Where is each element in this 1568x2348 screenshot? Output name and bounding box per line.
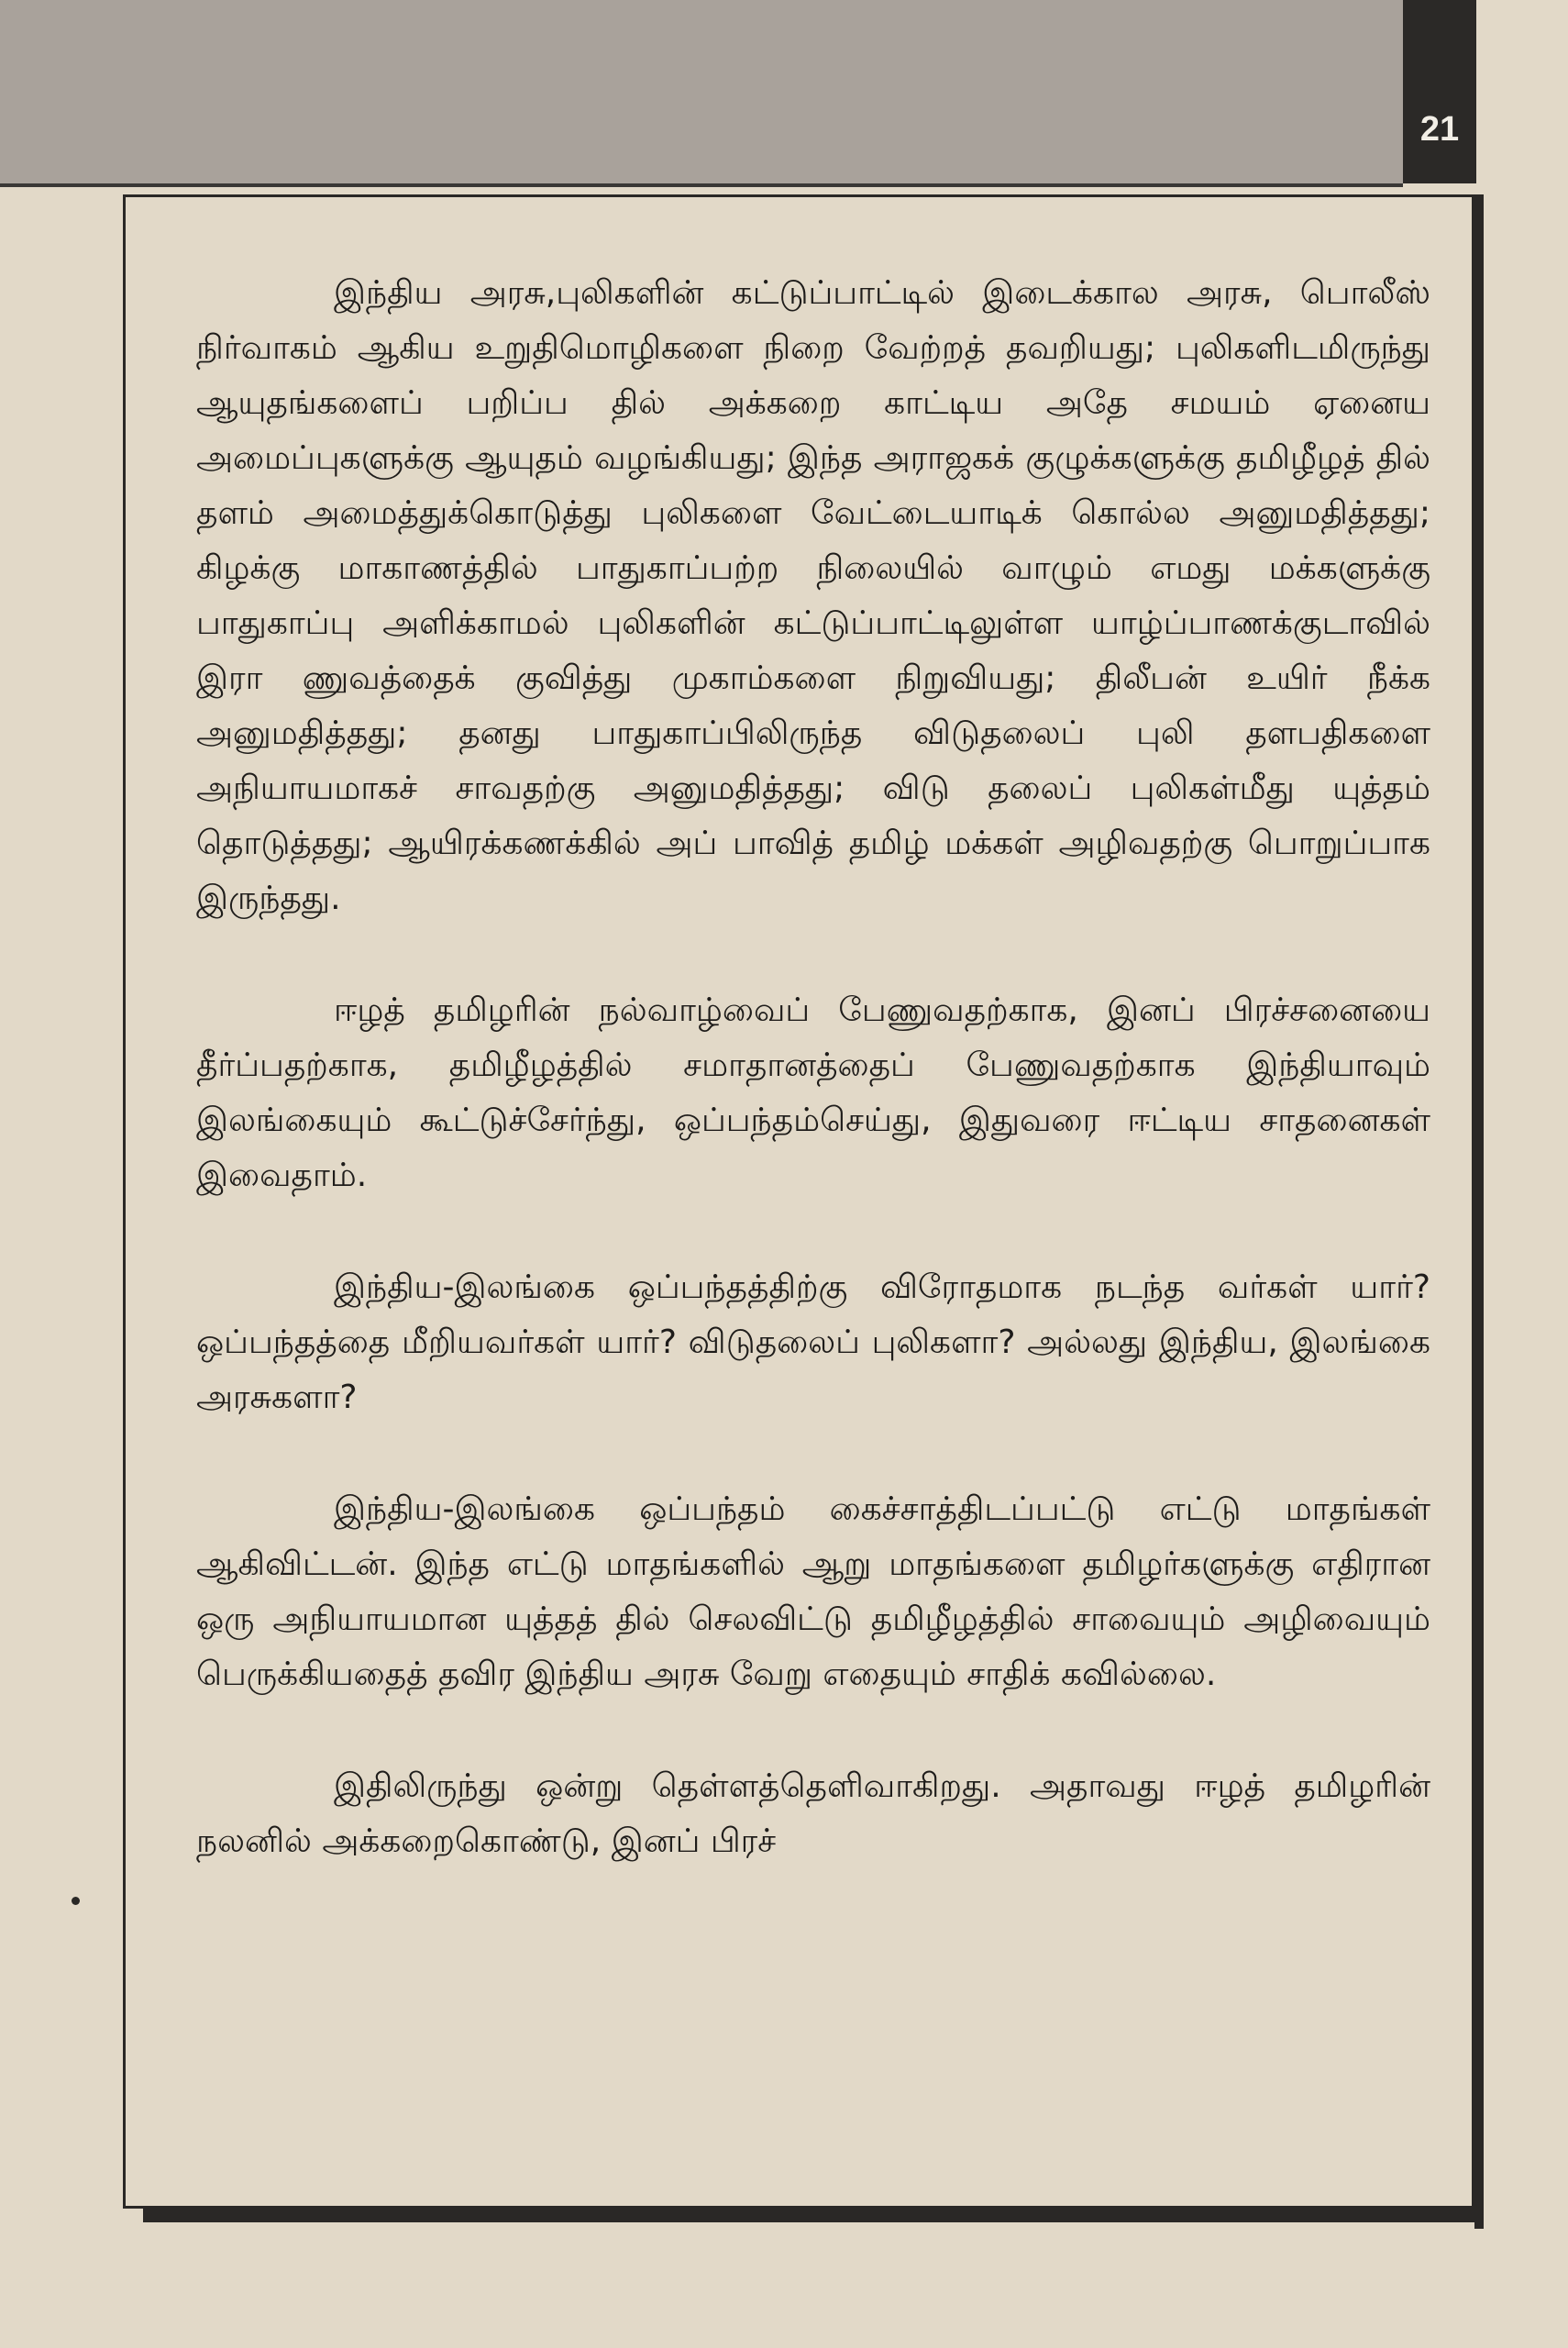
paragraph: இதிலிருந்து ஒன்று தெள்ளத்தெளிவாகிறது. அதாவது ஈழத் தமிழரின் நலனில் அக்கறைகொண்டு, இனப் பிரச் (196, 1767, 1430, 1860)
box-right-shadow (1474, 194, 1484, 2229)
paragraph: இந்திய அரசு,புலிகளின் கட்டுப்பாட்டில் இடைக்கால அரசு, பொலீஸ் நிர்வாகம் ஆகிய உறுதிமொழிகளை நிறை வேற்றத் தவறியது; புலிகளிடமிருந்து ஆயுதங்களைப் பறிப்ப தில் அக்கறை காட்டிய அதே சமயம் ஏனைய அமைப்புகளுக்கு ஆயுதம் வழங்கியது; இந்த அராஜகக் குழுக்களுக்கு தமிழீழத் தில் தளம் அமைத்துக்கொடுத்து புலிகளை வேட்டையாடிக் கொல்ல அனுமதித்தது; கிழக்கு மாகாணத்தில் பாதுகாப்பற்ற நிலையில் வாழும் எமது மக்களுக்கு பாதுகாப்பு அளிக்காமல் புலிகளின் கட்டுப்பாட்டிலுள்ள யாழ்ப்பாணக்குடாவில் இரா ணுவத்தைக் குவித்து முகாம்களை நிறுவியது; திலீபன் உயிர் நீக்க அனுமதித்தது; தனது பாதுகாப்பிலிருந்த விடுதலைப் புலி தளபதிகளை அநியாயமாகச் சாவதற்கு அனுமதித்தது; விடு தலைப் புலிகள்மீது யுத்தம் தொடுத்தது; ஆயிரக்கணக்கில் அப் பாவித் தமிழ் மக்கள் அழிவதற்கு பொறுப்பாக இருந்தது. (196, 274, 1430, 917)
paragraph: இந்திய-இலங்கை ஒப்பந்தம் கைச்சாத்திடப்பட்டு எட்டு மாதங்கள் ஆகிவிட்டன். இந்த எட்டு மாதங்களில் ஆறு மாதங்களை தமிழர்களுக்கு எதிரான ஒரு அநியாயமான யுத்தத் தில் செலவிட்டு தமிழீழத்தில் சாவையும் அழிவையும் பெருக்கியதைத் தவிர இந்திய அரசு வேறு எதையும் சாதிக் கவில்லை. (196, 1490, 1430, 1693)
page-number-tab (1403, 0, 1476, 183)
paragraph: இந்திய-இலங்கை ஒப்பந்தத்திற்கு விரோதமாக நடந்த வர்கள் யார்? ஒப்பந்தத்தை மீறியவர்கள் யார்? விடுதலைப் புலிகளா? அல்லது இந்திய, இலங்கை அரசுகளா? (196, 1268, 1430, 1416)
ink-speck (72, 1897, 80, 1905)
page-number: 21 (1419, 110, 1460, 149)
body-text (196, 266, 1430, 1926)
paragraph: ஈழத் தமிழரின் நல்வாழ்வைப் பேணுவதற்காக, இனப் பிரச்சனையை தீர்ப்பதற்காக, தமிழீழத்தில் சமாதானத்தைப் பேணுவதற்காக இந்தியாவும் இலங்கையும் கூட்டுச்சேர்ந்து, ஒப்பந்தம்செய்து, இதுவரை ஈட்டிய சாதனைகள் இவைதாம். (196, 991, 1430, 1194)
header-band (0, 0, 1403, 187)
